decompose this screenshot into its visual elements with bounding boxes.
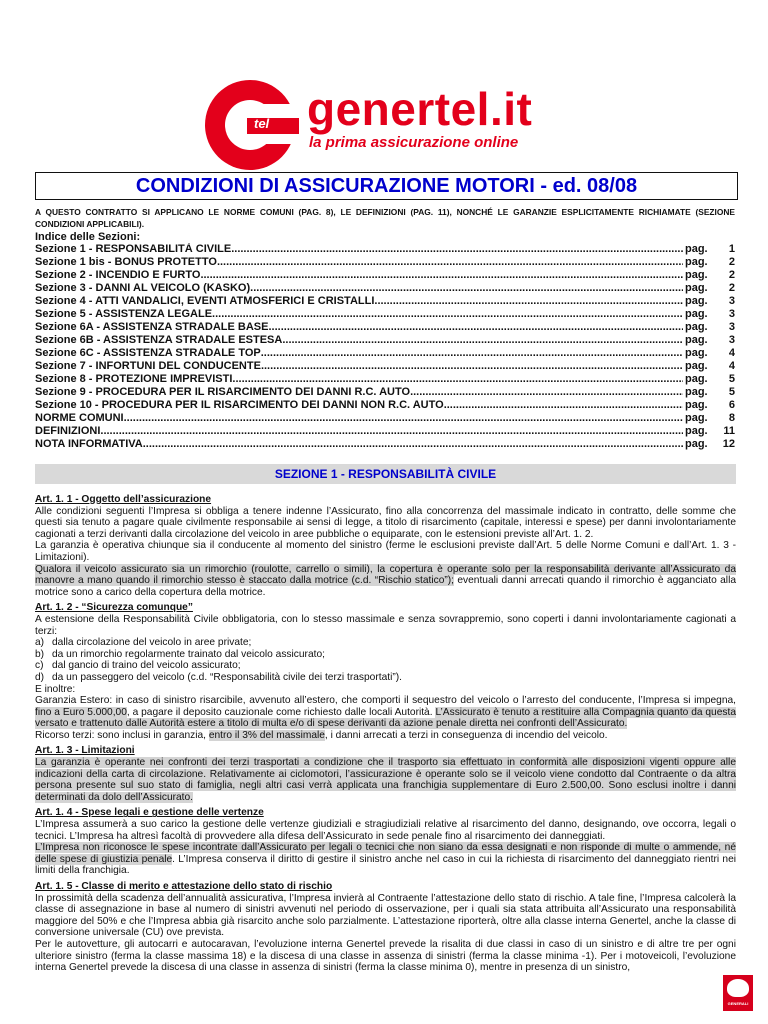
toc-pag-label: pag.	[685, 373, 708, 385]
toc-leader-dots	[231, 243, 683, 256]
toc-pag-label: pag.	[685, 256, 708, 268]
toc-label: Sezione 5 - ASSISTENZA LEGALE	[35, 308, 213, 320]
genertel-logo	[205, 80, 565, 170]
toc-row	[35, 243, 735, 256]
toc-label: Sezione 1 bis - BONUS PROTETTO	[35, 256, 217, 268]
toc-row	[35, 256, 735, 269]
article-title: Art. 1. 1 - Oggetto dell’assicurazione	[35, 494, 212, 505]
list-text: dalla circolazione del veicolo in aree private;	[52, 637, 252, 649]
toc-leader-dots	[444, 399, 683, 412]
toc-row	[35, 373, 735, 386]
toc-leader-dots	[217, 256, 683, 269]
toc-page-number: 3	[728, 308, 735, 320]
list-marker: b)	[35, 648, 45, 660]
toc-page-number: 2	[728, 269, 735, 281]
paragraph-text: Ricorso terzi: sono inclusi in garanzia,	[35, 729, 209, 741]
paragraph-text: . L’Impresa conserva il diritto di gestire il sinistro anche nel caso in cui la richiesta di risarcimento del danneggiato rientri nei limiti della franchigia.	[35, 853, 737, 877]
toc-row	[35, 412, 735, 425]
highlighted-text: entro il 3% del massimale	[208, 729, 325, 741]
toc-page-number: 5	[728, 373, 735, 385]
toc-pag-label: pag.	[685, 308, 708, 320]
toc-row	[35, 386, 735, 399]
toc-page-number: 1	[728, 243, 735, 255]
toc-label: Sezione 4 - ATTI VANDALICI, EVENTI ATMOSFERICI E CRISTALLI	[35, 295, 375, 307]
toc-heading: Indice delle Sezioni:	[35, 231, 141, 243]
toc-label: Sezione 9 - PROCEDURA PER IL RISARCIMENTO DEI DANNI R.C. AUTO	[35, 386, 411, 398]
list-item	[35, 649, 736, 661]
toc-label: NORME COMUNI	[35, 412, 124, 424]
toc-page-number: 2	[728, 256, 735, 268]
paragraph	[35, 842, 736, 877]
paragraph-text: eventuali danni arrecati quando il rimorchio è agganciato alla motrice sono a carico della copertura della motrice.	[35, 575, 736, 598]
toc-row	[35, 308, 735, 321]
highlighted-text: fino a Euro 5.000,00	[35, 706, 127, 718]
toc-row	[35, 438, 735, 451]
toc-leader-dots	[100, 425, 683, 438]
list-marker: d)	[35, 671, 45, 683]
toc-pag-label: pag.	[685, 269, 708, 281]
toc-pag-label: pag.	[685, 360, 708, 372]
toc-pag-label: pag.	[685, 412, 708, 424]
toc-label: Sezione 6B - ASSISTENZA STRADALE ESTESA	[35, 334, 283, 346]
list-item	[35, 637, 736, 649]
paragraph-text: Garanzia Estero: in caso di sinistro risarcibile, avvenuto all’estero, che comporti il sequestro del veicolo o l’arresto del conducente, l’Impresa si impegna,	[35, 695, 736, 707]
toc-page-number: 11	[723, 425, 735, 437]
highlighted-text: La garanzia è operante nei confronti dei terzi trasportati a condizione che il trasporto sia effettuato in conformità alle disposizioni vigenti oppure alle indicazioni della carta di circolazione. Relativamente ai ciclomotori, l’assicurazione è operante solo se il veicolo viene condotto dal Contraente o da altra persona presente sul suo stato di famiglia, negli altri casi verrà applicata una franchigia supplementare di Euro 2.500,00. Sono esclusi inoltre i danni determinati da dolo dell’Assicurato.	[35, 757, 736, 803]
paragraph	[35, 730, 736, 742]
list-item	[35, 672, 736, 684]
logo-tel-text: tel	[254, 116, 270, 131]
paragraph: L’Impresa assumerà a suo carico la gestione delle vertenze giudiziali e stragiudiziali relative al risarcimento del danno, designando, ove occorra, legali o tecnici. L’Impresa ha altresì facoltà di provvedere alla difesa dell’Assicurato in sede penale fino al risarcimento dei danneggiati.	[35, 819, 736, 842]
toc-row	[35, 334, 735, 347]
toc-page-number: 4	[728, 360, 735, 372]
toc-pag-label: pag.	[685, 399, 708, 411]
toc-label: Sezione 3 - DANNI AL VEICOLO (KASKO)	[35, 282, 251, 294]
toc-page-number: 5	[728, 386, 735, 398]
toc-page-number: 6	[728, 399, 735, 411]
toc-page-number: 4	[728, 347, 735, 359]
toc-label: Sezione 6A - ASSISTENZA STRADALE BASE	[35, 321, 269, 333]
toc-row	[35, 295, 735, 308]
toc-leader-dots	[124, 412, 683, 425]
toc-label: Sezione 10 - PROCEDURA PER IL RISARCIMENTO DEI DANNI NON R.C. AUTO	[35, 399, 444, 411]
toc-pag-label: pag.	[685, 425, 708, 437]
section-title: SEZIONE 1 - RESPONSABILITÀ CIVILE	[35, 464, 736, 484]
toc-row	[35, 425, 735, 438]
paragraph	[35, 564, 736, 599]
paragraph: Alle condizioni seguenti l’Impresa si obbliga a tenere indenne l’Assicurato, fino alla concorrenza del massimale indicato in contratto, delle somme che questi sia tenuto a pagare quale civilmente responsabile ai sensi di legge, a titolo di risarcimento (capitale, interessi e spese) per danni involontariamente cagionati a terzi derivanti dalla circolazione del veicolo in aree pubbliche o equiparate, con le estensioni previste all’Art. 1. 2.	[35, 505, 736, 540]
toc-row	[35, 347, 735, 360]
toc-page-number: 3	[728, 295, 735, 307]
document-body	[35, 490, 736, 974]
toc-leader-dots	[143, 438, 683, 451]
toc-label: Sezione 7 - INFORTUNI DEL CONDUCENTE	[35, 360, 261, 372]
generali-stamp-logo	[723, 975, 753, 1011]
stamp-text: GENERALI	[727, 1001, 749, 1006]
toc-pag-label: pag.	[685, 347, 708, 359]
list-text: da un rimorchio regolarmente trainato dal veicolo assicurato;	[52, 648, 325, 660]
toc-label: NOTA INFORMATIVA	[35, 438, 143, 450]
toc-label: Sezione 6C - ASSISTENZA STRADALE TOP	[35, 347, 261, 359]
toc-leader-dots	[200, 269, 683, 282]
highlighted-text: L’Assicurato è tenuto a restituire alla Compagnia quanto da questa versato e trattenuto dalle Autorità estere a titolo di multa e/o di spese derivanti da azione penale diretta nei confronti dell’Assicurato.	[35, 706, 736, 730]
toc-pag-label: pag.	[685, 321, 708, 333]
toc-pag-label: pag.	[685, 243, 708, 255]
toc-row	[35, 282, 735, 295]
paragraph: Per le autovetture, gli autocarri e autocaravan, l’evoluzione interna Genertel prevede la risalita di due classi in caso di un sinistro e di altre tre per ogni ulteriore sinistro (ferma la classe massima 18) e la discesa di una classe in assenza di sinistri (ferma la classe minima -1). Per i motoveicoli, l’evoluzione interna Genertel prevede la discesa di una classe in assenza di sinistri (ferma la classe minima 0), mentre in presenza di un sinistro,	[35, 938, 736, 974]
lion-icon	[727, 979, 749, 997]
toc-leader-dots	[261, 360, 683, 373]
list-text: da un passeggero del veicolo (c.d. “Responsabilità civile dei terzi trasportati”).	[52, 671, 402, 683]
toc-pag-label: pag.	[685, 295, 708, 307]
paragraph: La garanzia è operativa chiunque sia il conducente al momento del sinistro (ferme le esclusioni previste dall’Art. 5 delle Norme Comuni e dall’Art. 1. 3 - Limitazioni).	[35, 540, 736, 563]
toc-page-number: 8	[728, 412, 735, 424]
paragraph	[35, 695, 736, 730]
paragraph: E inoltre:	[35, 683, 76, 695]
toc-row	[35, 360, 735, 373]
toc-pag-label: pag.	[685, 334, 708, 346]
toc-pag-label: pag.	[685, 438, 708, 450]
toc-pag-label: pag.	[685, 386, 708, 398]
list-marker: c)	[35, 660, 44, 672]
paragraph: A estensione della Responsabilità Civile obbligatoria, con lo stesso massimale e senza sovrappremio, sono coperti i danni involontariamente cagionati a terzi:	[35, 613, 736, 637]
list-item	[35, 660, 736, 672]
highlighted-text: L’Impresa non riconosce le spese incontrate dall’Assicurato per legali o tecnici che non siano da essa designati e non risponde di multe o ammende, né delle spese di giustizia penale	[35, 842, 736, 865]
toc-page-number: 3	[728, 334, 735, 346]
toc-page-number: 2	[728, 282, 735, 294]
table-of-contents	[35, 231, 735, 451]
intro-note: A QUESTO CONTRATTO SI APPLICANO LE NORME COMUNI (PAG. 8), LE DEFINIZIONI (PAG. 11), NONCHÉ LE GARANZIE ESPLICITAMENTE RICHIAMATE (SEZIONE CONDIZIONI APPLICABILI).	[35, 207, 735, 229]
toc-page-number: 3	[728, 321, 735, 333]
toc-leader-dots	[212, 308, 683, 321]
toc-leader-dots	[261, 347, 683, 360]
list-marker: a)	[35, 637, 45, 649]
toc-leader-dots	[410, 386, 683, 399]
article-title: Art. 1. 3 - Limitazioni	[35, 745, 135, 757]
toc-pag-label: pag.	[685, 282, 708, 294]
article-title: Art. 1. 4 - Spese legali e gestione delle vertenze	[35, 807, 264, 819]
paragraph-text: , a pagare il deposito cauzionale come richiesto dalle locali Autorità.	[126, 706, 436, 718]
toc-label: Sezione 2 - INCENDIO E FURTO	[35, 269, 201, 281]
toc-row	[35, 269, 735, 282]
toc-row	[35, 399, 735, 412]
toc-label: Sezione 1 - RESPONSABILITÀ CIVILE	[35, 243, 232, 255]
toc-label: DEFINIZIONI	[35, 425, 101, 437]
logo-tagline: la prima assicurazione online	[309, 134, 519, 151]
toc-leader-dots	[282, 334, 683, 347]
list-text: dal gancio di traino del veicolo assicurato;	[52, 660, 241, 672]
paragraph	[35, 757, 736, 803]
document-title: CONDIZIONI DI ASSICURAZIONE MOTORI - ed. 08/08	[35, 172, 738, 200]
paragraph-text: , i danni arrecati a terzi in conseguenza di incendio del veicolo.	[324, 729, 608, 741]
logo-brand-name: genertel.it	[307, 83, 533, 135]
article-title: Art. 1. 2 - “Sicurezza comunque”	[35, 602, 193, 614]
toc-leader-dots	[250, 282, 683, 295]
toc-label: Sezione 8 - PROTEZIONE IMPREVISTI	[35, 373, 233, 385]
toc-leader-dots	[268, 321, 683, 334]
paragraph: In prossimità della scadenza dell’annualità assicurativa, l’Impresa invierà al Contraente l’attestazione dello stato di rischio. A tale fine, l’Impresa calcolerà la classe di assegnazione in base al numero di sinistri avvenuti nel periodo di osservazione, per i quali sia stata attribuita all’Assicurato una responsabilità maggiore del 50% e che l’Impresa abbia già risarcito anche solo parzialmente. L’attestazione riporterà, oltre alla classe interna Genertel, anche la classe di conversione universale (CU) ove prevista.	[35, 892, 736, 939]
toc-leader-dots	[374, 295, 683, 308]
article-title: Art. 1. 5 - Classe di merito e attestazione dello stato di rischio	[35, 881, 333, 892]
toc-leader-dots	[232, 373, 683, 386]
highlighted-text: Qualora il veicolo assicurato sia un rimorchio (roulotte, carrello o simili), la copertura è operante solo per la responsabilità derivante all’Assicurato da manovre a mano quando il rimorchio stesso è staccato dalla motrice (c.d. “Rischio statico”);	[35, 563, 736, 587]
toc-page-number: 12	[722, 438, 735, 450]
toc-row	[35, 321, 735, 334]
